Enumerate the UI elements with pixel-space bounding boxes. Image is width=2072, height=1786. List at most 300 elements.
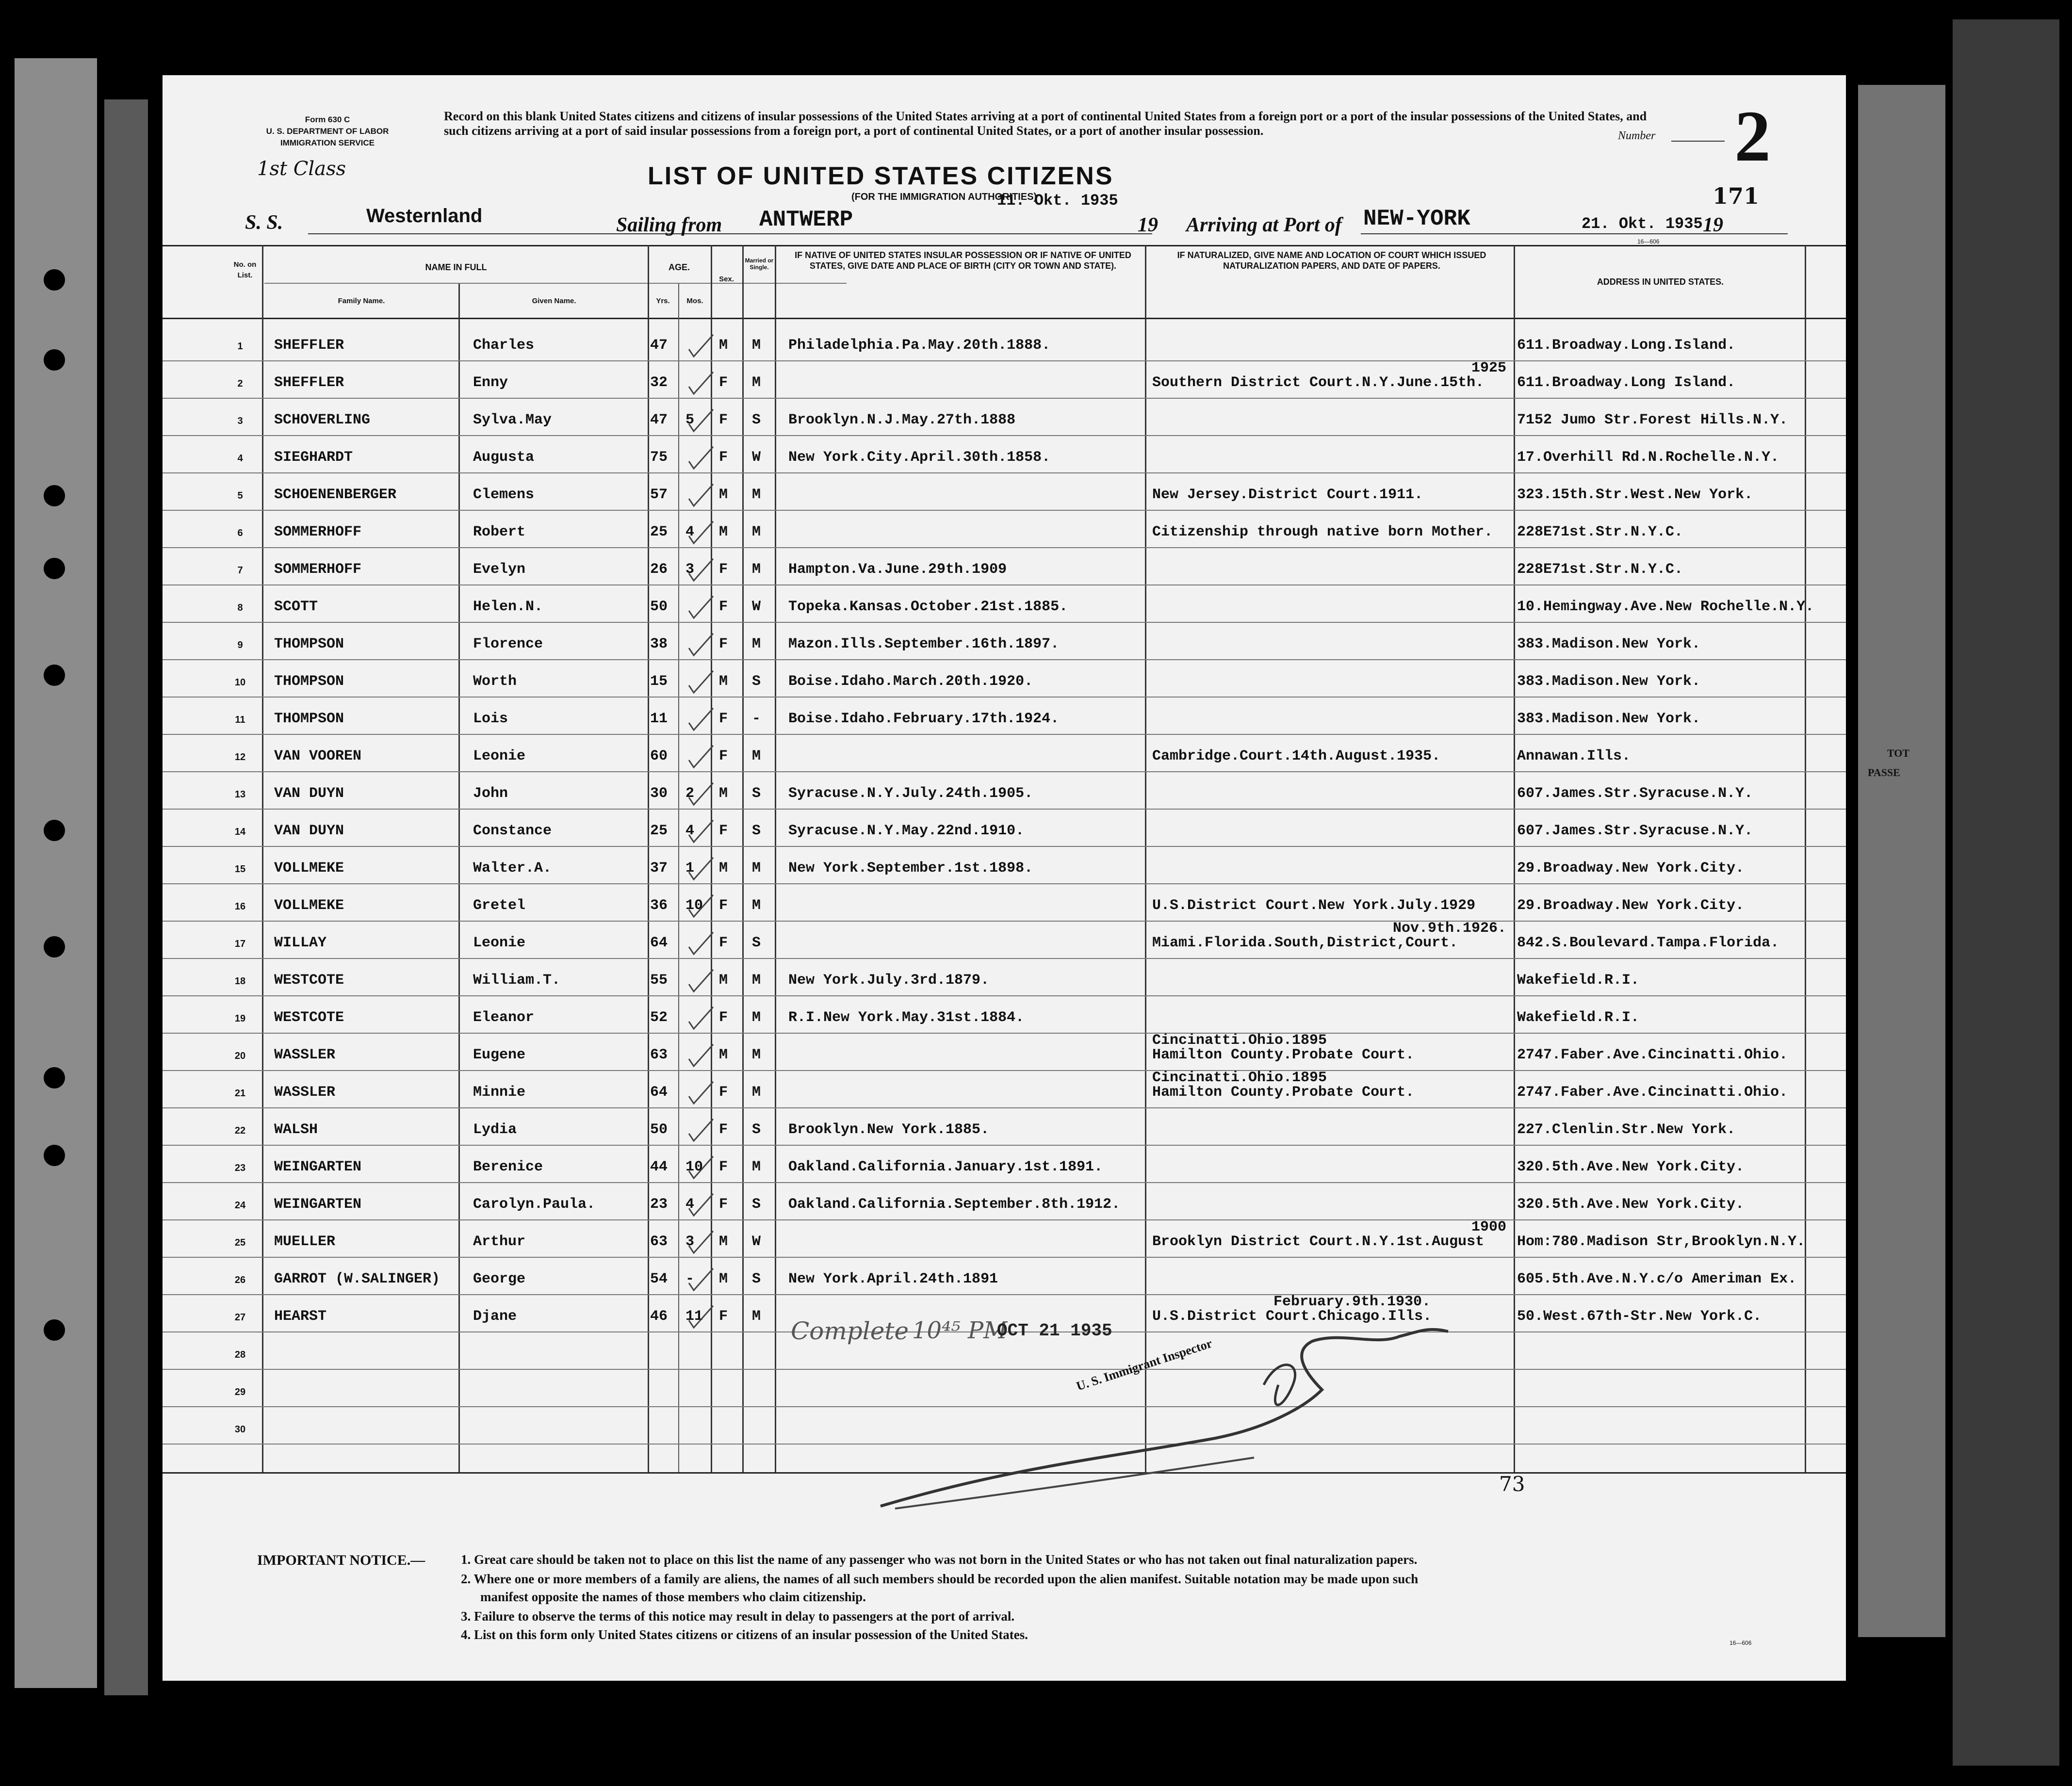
- row-number: 14: [234, 827, 246, 837]
- us-address: 383.Madison.New York.: [1517, 636, 1701, 652]
- check-mark-icon: [686, 519, 716, 553]
- birth-place-date: Oakland.California.September.8th.1912.: [788, 1196, 1121, 1213]
- notice-item-1: 1. Great care should be taken not to place on this list the name of any passenger who was not born in the United States or who has not taken out final naturalization papers.: [461, 1552, 1418, 1567]
- row-rule: [163, 435, 1846, 436]
- us-address: 17.Overhill Rd.N.Rochelle.N.Y.: [1517, 449, 1779, 466]
- us-address: 227.Clenlin.Str.New York.: [1517, 1121, 1736, 1138]
- family-name: SIEGHARDT: [274, 449, 353, 466]
- form-number: Form 630 C: [305, 115, 350, 124]
- birth-place-date: New York.April.24th.1891: [788, 1271, 998, 1287]
- us-address: 842.S.Boulevard.Tampa.Florida.: [1517, 935, 1779, 951]
- sex: M: [719, 1271, 728, 1287]
- age-months: 10: [685, 897, 703, 914]
- marital-status: W: [752, 1234, 761, 1250]
- punch-hole: [44, 936, 65, 958]
- check-mark-icon: [686, 818, 716, 852]
- check-mark-icon: [686, 332, 716, 366]
- age-years: 50: [650, 1121, 668, 1138]
- header-given-name: Given Name.: [532, 297, 576, 305]
- given-name: Worth: [473, 673, 517, 690]
- age-months: 1: [685, 860, 695, 877]
- header-family-name: Family Name.: [338, 297, 385, 305]
- print-code-bottom: 16—606: [1729, 1640, 1752, 1646]
- sex: F: [719, 711, 728, 727]
- given-name: Minnie: [473, 1084, 526, 1101]
- sex: M: [719, 337, 728, 354]
- row-rule: [163, 809, 1846, 810]
- folio-note: 73: [1499, 1472, 1525, 1496]
- row-number: 21: [234, 1088, 246, 1099]
- check-mark-icon: [686, 631, 716, 665]
- us-address: 383.Madison.New York.: [1517, 711, 1701, 727]
- header-name-in-full: NAME IN FULL: [425, 262, 487, 272]
- given-name: Gretel: [473, 897, 526, 914]
- marital-status: M: [752, 636, 761, 652]
- check-mark-icon: [686, 855, 716, 889]
- age-months: 3: [685, 1234, 695, 1250]
- check-mark-icon: [686, 1154, 716, 1188]
- intro-instructions: Record on this blank United States citizens and citizens of insular possessions of the United States arriving at a port of continental United States from a foreign port or a port of the insular possessions of the United States, and such citizens arriving at a port of said insular possessions from a foreign port, a port of continental United States, or a port of another insular possession.: [444, 109, 1647, 138]
- family-name: SCOTT: [274, 599, 318, 615]
- given-name: Florence: [473, 636, 543, 652]
- us-address: 383.Madison.New York.: [1517, 673, 1701, 690]
- age-years: 63: [650, 1234, 668, 1250]
- age-years: 44: [650, 1159, 668, 1175]
- family-name: SHEFFLER: [274, 337, 344, 354]
- family-name: GARROT (W.SALINGER): [274, 1271, 441, 1287]
- check-mark-icon: [686, 967, 716, 1001]
- family-name: SHEFFLER: [274, 374, 344, 391]
- check-mark-icon: [686, 1303, 716, 1337]
- page-subtitle: (FOR THE IMMIGRATION AUTHORITIES): [851, 192, 1037, 202]
- naturalization-court: Citizenship through native born Mother.: [1152, 524, 1493, 540]
- col-rule: [1805, 245, 1806, 1472]
- given-name: Eugene: [473, 1047, 526, 1063]
- number-value: 2: [1734, 96, 1771, 177]
- punch-hole: [44, 820, 65, 841]
- sex: M: [719, 487, 728, 503]
- row-number: 27: [234, 1312, 246, 1323]
- sex: M: [719, 1234, 728, 1250]
- naturalization-date-note: Cincinatti.Ohio.1895: [1152, 1070, 1327, 1086]
- side-sheet-tot: TOT: [1887, 747, 1910, 759]
- check-mark-icon: [686, 1229, 716, 1263]
- row-number: 1: [237, 341, 243, 352]
- row-rule: [163, 1182, 1846, 1183]
- naturalization-court: Hamilton County.Probate Court.: [1152, 1047, 1415, 1063]
- family-name: WASSLER: [274, 1084, 336, 1101]
- row-rule: [163, 883, 1846, 884]
- row-rule: [163, 734, 1846, 735]
- birth-place-date: Boise.Idaho.March.20th.1920.: [788, 673, 1033, 690]
- marital-status: M: [752, 748, 761, 764]
- sex: F: [719, 748, 728, 764]
- age-years: 55: [650, 972, 668, 989]
- us-address: 607.James.Str.Syracuse.N.Y.: [1517, 823, 1753, 839]
- marital-status: M: [752, 860, 761, 877]
- ss-label: S. S.: [245, 211, 283, 234]
- us-address: 228E71st.Str.N.Y.C.: [1517, 524, 1683, 540]
- row-rule: [163, 622, 1846, 623]
- sex: M: [719, 1047, 728, 1063]
- naturalization-court: U.S.District Court.New York.July.1929: [1152, 897, 1476, 914]
- given-name: Enny: [473, 374, 508, 391]
- check-mark-icon: [686, 743, 716, 777]
- row-number: 26: [234, 1275, 246, 1285]
- sex: F: [719, 823, 728, 839]
- row-number: 24: [234, 1200, 246, 1211]
- marital-status: S: [752, 1271, 761, 1287]
- row-number: 28: [234, 1349, 246, 1360]
- check-mark-icon: [686, 370, 716, 404]
- punch-hole: [44, 269, 65, 291]
- marital-status: M: [752, 1047, 761, 1063]
- given-name: John: [473, 785, 508, 802]
- us-address: Annawan.Ills.: [1517, 748, 1631, 764]
- age-years: 47: [650, 337, 668, 354]
- naturalization-court: Miami.Florida.South,District,Court.: [1152, 935, 1458, 951]
- us-address: 29.Broadway.New York.City.: [1517, 897, 1745, 914]
- adjacent-sheet: [1858, 85, 1945, 1637]
- us-address: 605.5th.Ave.N.Y.c/o Ameriman Ex.: [1517, 1271, 1797, 1287]
- notice-label: IMPORTANT NOTICE.—: [257, 1552, 425, 1568]
- sailing-date: 11. Okt. 1935: [997, 192, 1118, 210]
- arrival-port: NEW-YORK: [1363, 206, 1470, 231]
- row-number: 19: [234, 1013, 246, 1024]
- birth-place-date: Oakland.California.January.1st.1891.: [788, 1159, 1103, 1175]
- birth-place-date: Mazon.Ills.September.16th.1897.: [788, 636, 1060, 652]
- sex: F: [719, 599, 728, 615]
- header-naturalized: IF NATURALIZED, GIVE NAME AND LOCATION OF COURT WHICH ISSUED NATURALIZATION PAPERS, AND DATE OF PAPERS.: [1177, 250, 1486, 271]
- stamp-date: OCT 21 1935: [997, 1321, 1112, 1341]
- check-mark-icon: [686, 1005, 716, 1039]
- age-years: 46: [650, 1308, 668, 1325]
- row-number: 3: [237, 416, 243, 426]
- family-name: THOMPSON: [274, 636, 344, 652]
- family-name: VAN DUYN: [274, 823, 344, 839]
- col-rule: [1514, 245, 1515, 1472]
- check-mark-icon: [686, 1079, 716, 1113]
- naturalization-court: Southern District Court.N.Y.June.15th.: [1152, 374, 1485, 391]
- given-name: Charles: [473, 337, 535, 354]
- row-number: 22: [234, 1125, 246, 1136]
- row-number: 17: [234, 939, 246, 949]
- binder-strip-left: [15, 58, 97, 1688]
- age-years: 64: [650, 1084, 668, 1101]
- naturalization-court: Cambridge.Court.14th.August.1935.: [1152, 748, 1441, 764]
- age-months: 5: [685, 412, 695, 428]
- sex: F: [719, 412, 728, 428]
- family-name: WALSH: [274, 1121, 318, 1138]
- marital-status: -: [752, 711, 761, 727]
- age-months: 4: [685, 1196, 695, 1213]
- row-rule: [163, 921, 1846, 922]
- age-years: 60: [650, 748, 668, 764]
- col-rule: [775, 245, 776, 1472]
- sex: M: [719, 860, 728, 877]
- given-name: Walter.A.: [473, 860, 552, 877]
- marital-status: M: [752, 972, 761, 989]
- notice-item-2: 2. Where one or more members of a family are aliens, the names of all such members should be recorded upon the alien manifest. Suitable notation may be made upon such: [461, 1572, 1419, 1586]
- row-rule: [163, 510, 1846, 511]
- year-label-2: 19: [1703, 214, 1723, 236]
- age-months: -: [685, 1271, 695, 1287]
- given-name: George: [473, 1271, 526, 1287]
- row-number: 13: [234, 789, 246, 800]
- given-name: Leonie: [473, 748, 526, 764]
- family-name: THOMPSON: [274, 711, 344, 727]
- row-number: 5: [237, 490, 243, 501]
- marital-status: S: [752, 673, 761, 690]
- row-rule: [163, 1033, 1846, 1034]
- marital-status: S: [752, 935, 761, 951]
- us-address: 7152 Jumo Str.Forest Hills.N.Y.: [1517, 412, 1788, 428]
- given-name: Leonie: [473, 935, 526, 951]
- age-years: 36: [650, 897, 668, 914]
- us-address: 2747.Faber.Ave.Cincinatti.Ohio.: [1517, 1047, 1788, 1063]
- age-years: 32: [650, 374, 668, 391]
- sex: F: [719, 1159, 728, 1175]
- row-rule: [163, 697, 1846, 698]
- given-name: Carolyn.Paula.: [473, 1196, 596, 1213]
- header-address: ADDRESS IN UNITED STATES.: [1597, 277, 1724, 287]
- us-address: 2747.Faber.Ave.Cincinatti.Ohio.: [1517, 1084, 1788, 1101]
- age-years: 11: [650, 711, 668, 727]
- header-sex: Sex.: [719, 275, 734, 283]
- birth-place-date: Boise.Idaho.February.17th.1924.: [788, 711, 1060, 727]
- row-number: 2: [237, 378, 243, 389]
- sex: F: [719, 561, 728, 578]
- row-rule: [163, 995, 1846, 996]
- header-age: AGE.: [668, 262, 690, 272]
- birth-place-date: New York.September.1st.1898.: [788, 860, 1033, 877]
- given-name: Augusta: [473, 449, 535, 466]
- marital-status: M: [752, 374, 761, 391]
- header-no-on-list: No. on List.: [233, 260, 257, 279]
- given-name: Djane: [473, 1308, 517, 1325]
- row-number: 10: [234, 677, 246, 688]
- check-mark-icon: [686, 930, 716, 964]
- row-rule: [163, 1145, 1846, 1146]
- notice-item-2-cont: manifest opposite the names of those members who claim citizenship.: [480, 1590, 866, 1604]
- us-address: Wakefield.R.I.: [1517, 1009, 1640, 1026]
- col-rule: [742, 245, 744, 1472]
- age-years: 50: [650, 599, 668, 615]
- birth-place-date: R.I.New York.May.31st.1884.: [788, 1009, 1025, 1026]
- side-sheet-passe: PASSE: [1868, 766, 1900, 779]
- check-mark-icon: [686, 444, 716, 478]
- arriving-label: Arriving at Port of: [1186, 214, 1342, 236]
- family-name: SOMMERHOFF: [274, 524, 362, 540]
- age-years: 23: [650, 1196, 668, 1213]
- birth-place-date: Syracuse.N.Y.July.24th.1905.: [788, 785, 1033, 802]
- age-years: 47: [650, 412, 668, 428]
- header-mos: Mos.: [686, 297, 703, 305]
- marital-status: M: [752, 524, 761, 540]
- binder-strip-left-inner: [104, 99, 148, 1695]
- year-label-1: 19: [1138, 214, 1158, 236]
- age-years: 57: [650, 487, 668, 503]
- row-number: 18: [234, 976, 246, 987]
- us-address: Hom:780.Madison Str,Brooklyn.N.Y.: [1517, 1234, 1806, 1250]
- us-address: 607.James.Str.Syracuse.N.Y.: [1517, 785, 1753, 802]
- birth-place-date: Brooklyn.New York.1885.: [788, 1121, 990, 1138]
- marital-status: M: [752, 1009, 761, 1026]
- naturalization-date-note: February.9th.1930.: [1273, 1294, 1431, 1310]
- given-name: Robert: [473, 524, 526, 540]
- page-title: LIST OF UNITED STATES CITIZENS: [648, 162, 1114, 190]
- row-number: 15: [234, 864, 246, 875]
- sex: F: [719, 935, 728, 951]
- birth-place-date: New York.City.April.30th.1858.: [788, 449, 1051, 466]
- punch-hole: [44, 485, 65, 506]
- family-name: SCHOENENBERGER: [274, 487, 397, 503]
- age-months: 11: [685, 1308, 703, 1325]
- year-underline: [1739, 233, 1788, 234]
- naturalization-court: New Jersey.District Court.1911.: [1152, 487, 1423, 503]
- given-name: Clemens: [473, 487, 535, 503]
- row-number: 29: [234, 1387, 246, 1397]
- age-years: 75: [650, 449, 668, 466]
- sex: M: [719, 785, 728, 802]
- naturalization-court: Brooklyn District Court.N.Y.1st.August: [1152, 1234, 1485, 1250]
- check-mark-icon: [686, 1042, 716, 1076]
- row-number: 7: [237, 565, 243, 576]
- given-name: Sylva.May: [473, 412, 552, 428]
- sex: M: [719, 972, 728, 989]
- table-header-rule: [163, 318, 1846, 319]
- sex: F: [719, 1084, 728, 1101]
- birth-place-date: New York.July.3rd.1879.: [788, 972, 990, 989]
- marital-status: W: [752, 449, 761, 466]
- given-name: Evelyn: [473, 561, 526, 578]
- complete-note: Complete: [791, 1317, 909, 1345]
- age-years: 64: [650, 935, 668, 951]
- age-years: 26: [650, 561, 668, 578]
- given-name: William.T.: [473, 972, 561, 989]
- birth-place-date: Philadelphia.Pa.May.20th.1888.: [788, 337, 1051, 354]
- row-rule: [163, 1107, 1846, 1108]
- punch-hole: [44, 665, 65, 686]
- header-yrs: Yrs.: [656, 297, 670, 305]
- page-note: 171: [1713, 183, 1760, 209]
- row-rule: [163, 1257, 1846, 1258]
- family-name: VOLLMEKE: [274, 860, 344, 877]
- given-name: Helen.N.: [473, 599, 543, 615]
- given-name: Berenice: [473, 1159, 543, 1175]
- age-years: 37: [650, 860, 668, 877]
- family-name: WESTCOTE: [274, 972, 344, 989]
- age-months: 4: [685, 823, 695, 839]
- service-name: IMMIGRATION SERVICE: [280, 138, 375, 147]
- row-number: 4: [237, 453, 243, 464]
- us-address: 611.Broadway.Long.Island.: [1517, 337, 1736, 354]
- department-name: U. S. DEPARTMENT OF LABOR: [266, 127, 389, 136]
- sex: M: [719, 524, 728, 540]
- marital-status: W: [752, 599, 761, 615]
- row-rule: [163, 958, 1846, 959]
- sex: F: [719, 1308, 728, 1325]
- table-top-rule: [163, 245, 1846, 246]
- marital-status: M: [752, 897, 761, 914]
- row-number: 16: [234, 901, 246, 912]
- check-mark-icon: [686, 1191, 716, 1225]
- header-birth: IF NATIVE OF UNITED STATES INSULAR POSSESSION OR IF NATIVE OF UNITED STATES, GIVE DATE AND PLACE OF BIRTH (CITY OR TOWN AND STATE).: [795, 250, 1131, 271]
- sex: F: [719, 1009, 728, 1026]
- family-name: SOMMERHOFF: [274, 561, 362, 578]
- notice-item-4: 4. List on this form only United States citizens or citizens of an insular possession of the United States.: [461, 1627, 1028, 1642]
- given-name: Eleanor: [473, 1009, 535, 1026]
- form-id-block: [201, 114, 454, 149]
- ship-name: Westernland: [366, 205, 483, 227]
- punch-hole: [44, 558, 65, 579]
- sex: F: [719, 636, 728, 652]
- us-address: 320.5th.Ave.New York.City.: [1517, 1159, 1745, 1175]
- number-underline: [1671, 141, 1725, 142]
- check-mark-icon: [686, 1117, 716, 1151]
- family-name: VOLLMEKE: [274, 897, 344, 914]
- punch-hole: [44, 349, 65, 371]
- sex: F: [719, 449, 728, 466]
- given-name: Constance: [473, 823, 552, 839]
- marital-status: S: [752, 1121, 761, 1138]
- sex: F: [719, 374, 728, 391]
- family-name: WASSLER: [274, 1047, 336, 1063]
- row-rule: [163, 1070, 1846, 1071]
- family-name: SCHOVERLING: [274, 412, 371, 428]
- birth-place-date: Brooklyn.N.J.May.27th.1888: [788, 412, 1016, 428]
- family-name: WEINGARTEN: [274, 1196, 362, 1213]
- marital-status: M: [752, 1084, 761, 1101]
- header-married-single: Married or Single.: [745, 257, 774, 271]
- us-address: 29.Broadway.New York.City.: [1517, 860, 1745, 877]
- marital-status: M: [752, 1159, 761, 1175]
- row-rule: [163, 472, 1846, 473]
- binder-strip-right: [1953, 19, 2059, 1766]
- sailing-underline: [759, 233, 1152, 234]
- naturalization-date-note: 1900: [1471, 1219, 1506, 1235]
- age-years: 30: [650, 785, 668, 802]
- given-name: Arthur: [473, 1234, 526, 1250]
- naturalization-court: Hamilton County.Probate Court.: [1152, 1084, 1415, 1101]
- col-rule: [648, 245, 649, 1472]
- us-address: 10.Hemingway.Ave.New Rochelle.N.Y.: [1517, 599, 1814, 615]
- family-name: VAN DUYN: [274, 785, 344, 802]
- row-number: 30: [234, 1424, 246, 1435]
- age-years: 25: [650, 524, 668, 540]
- arrival-date: 21. Okt. 1935: [1582, 215, 1703, 233]
- row-rule: [163, 360, 1846, 361]
- birth-place-date: Syracuse.N.Y.May.22nd.1910.: [788, 823, 1025, 839]
- us-address: 50.West.67th-Str.New York.C.: [1517, 1308, 1762, 1325]
- row-rule: [163, 1294, 1846, 1295]
- family-name: HEARST: [274, 1308, 327, 1325]
- col-rule: [262, 245, 263, 1472]
- naturalization-date-note: Nov.9th.1926.: [1392, 920, 1506, 937]
- birth-place-date: Hampton.Va.June.29th.1909: [788, 561, 1007, 578]
- marital-status: S: [752, 1196, 761, 1213]
- punch-hole: [44, 1067, 65, 1088]
- check-mark-icon: [686, 407, 716, 441]
- sailing-port: ANTWERP: [759, 207, 853, 232]
- sex: F: [719, 1121, 728, 1138]
- class-note: 1st Class: [257, 158, 346, 180]
- row-rule: [163, 659, 1846, 660]
- marital-status: M: [752, 337, 761, 354]
- punch-hole: [44, 1319, 65, 1341]
- age-months: 2: [685, 785, 695, 802]
- inspector-signature: [866, 1312, 1497, 1516]
